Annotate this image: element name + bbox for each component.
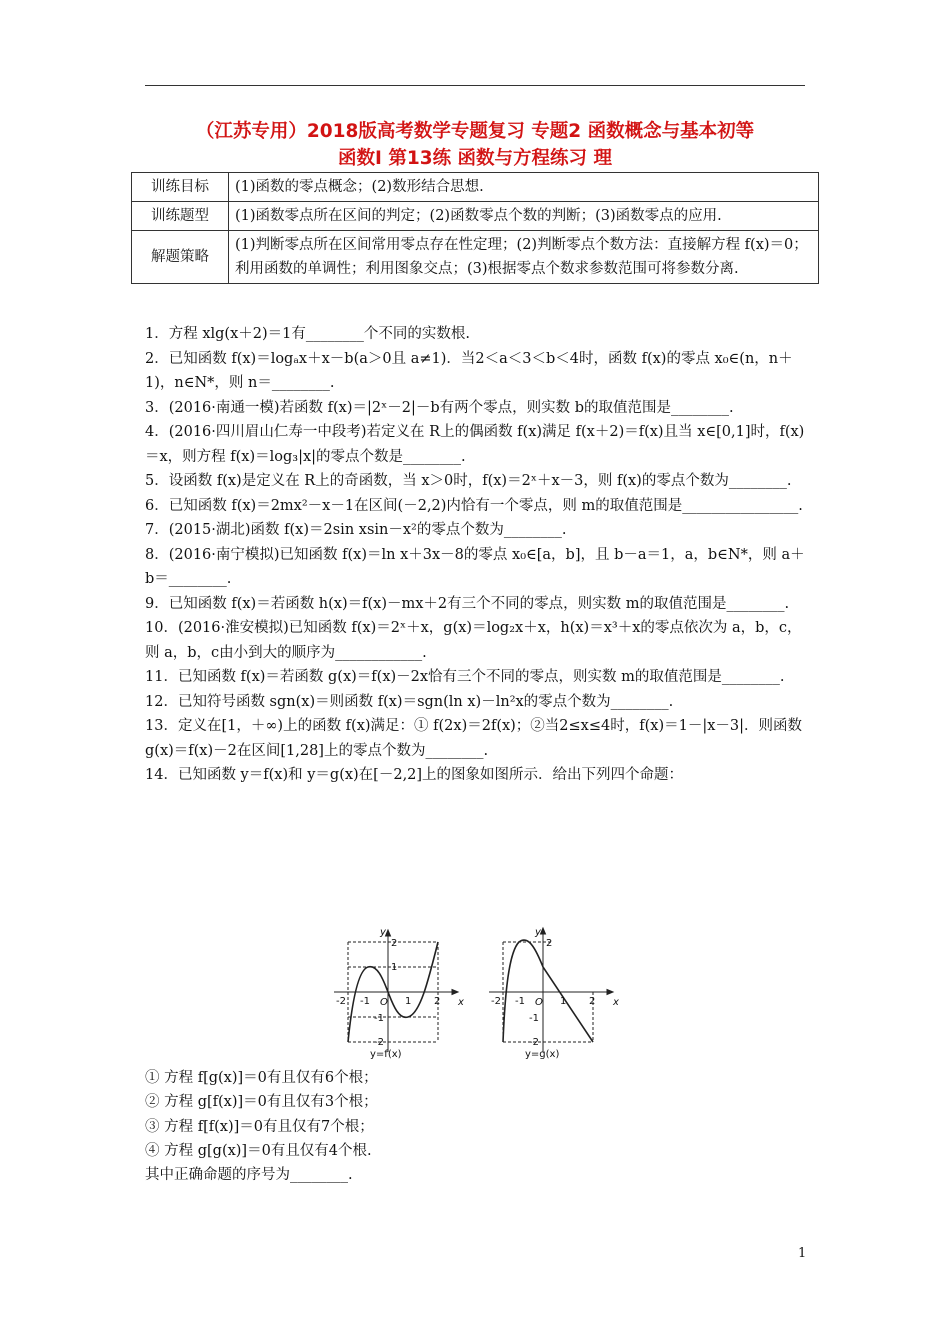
problem-list	[145, 322, 807, 788]
header-rule	[145, 85, 805, 86]
statement-2: ② 方程 g[f(x)]＝0有且仅有3个根；	[145, 1094, 378, 1111]
problem-13: 13．定义在[1，＋∞)上的函数 f(x)满足：① f(2x)＝2f(x)；②当2≤x≤4时，f(x)＝1－|x－3|．则函数 g(x)＝f(x)－2在区间[1,28]上的零点个数为________.	[145, 718, 802, 759]
statement-4: ④ 方程 g[g(x)]＝0有且仅有4个根.	[145, 1142, 372, 1159]
title-line-1: （江苏专用）2018版高考数学专题复习 专题2 函数概念与基本初等	[195, 121, 755, 142]
statement-list	[145, 1066, 807, 1187]
tick-label: 2	[434, 996, 441, 1007]
problem-5: 5．设函数 f(x)是定义在 R上的奇函数，当 x＞0时，f(x)＝2ˣ＋x－3，则 f(x)的零点个数为________.	[145, 473, 792, 489]
problem-3: 3．(2016·南通一模)若函数 f(x)＝|2ˣ－2|－b有两个零点，则实数 b的取值范围是________.	[145, 399, 734, 416]
tick-label: -1	[374, 1013, 384, 1024]
problem-2: 2．已知函数 f(x)＝logₐx＋x－b(a＞0且 a≠1)．当2＜a＜3＜b＜4时，函数 f(x)的零点 x₀∈(n，n＋1)，n∈N*，则 n＝________.	[145, 350, 793, 391]
tick-label: 1	[405, 996, 412, 1007]
x-axis-arrow-icon	[452, 990, 458, 995]
row-value: (1)函数零点所在区间的判定；(2)函数零点个数的判断；(3)函数零点的应用.	[229, 202, 819, 231]
problem-4: 4．(2016·四川眉山仁寿一中段考)若定义在 R上的偶函数 f(x)满足 f(x＋2)＝f(x)且当 x∈[0,1]时，f(x)＝x，则方程 f(x)＝log₃|x|的零点个数是________.	[145, 424, 805, 465]
tick-label: -2	[374, 1037, 384, 1048]
title-line-2: 函数Ⅰ 第13练 函数与方程练习 理	[338, 148, 612, 169]
answer-prompt: 其中正确命题的序号为________.	[145, 1167, 353, 1184]
tick-label: -1	[515, 996, 525, 1007]
table-row	[132, 202, 819, 231]
tick-label: 1	[560, 996, 567, 1007]
training-info-table	[131, 172, 819, 284]
document-title	[145, 118, 805, 172]
graph-f	[330, 922, 470, 1062]
statement-1: ① 方程 f[g(x)]＝0有且仅有6个根；	[145, 1070, 378, 1086]
y-label: y	[535, 927, 541, 938]
table-row	[132, 173, 819, 202]
problem-11: 11．已知函数 f(x)＝若函数 g(x)＝f(x)－2x恰有三个不同的零点，则实数 m的取值范围是________.	[145, 669, 785, 685]
x-label: x	[613, 997, 619, 1008]
y-axis-arrow-icon	[386, 930, 391, 936]
tick-label: 2	[546, 938, 553, 949]
tick-label: 2	[391, 938, 398, 949]
tick-label: -2	[491, 996, 501, 1007]
row-key: 训练目标	[132, 173, 229, 202]
row-key: 解题策略	[132, 231, 229, 284]
x-label: x	[458, 997, 464, 1008]
tick-label: 2	[589, 996, 596, 1007]
problem-6: 6．已知函数 f(x)＝2mx²－x－1在区间(－2,2)内恰有一个零点，则 m的取值范围是________________.	[145, 497, 803, 514]
x-axis-arrow-icon	[607, 990, 613, 995]
problem-7: 7．(2015·湖北)函数 f(x)＝2sin xsin－x²的零点个数为________.	[145, 522, 567, 538]
row-value: (1)判断零点所在区间常用零点存在性定理；(2)判断零点个数方法：直接解方程 f(x)＝0；利用函数的单调性；利用图象交点；(3)根据零点个数求参数范围可将参数分离.	[229, 231, 819, 284]
problem-12: 12．已知符号函数 sgn(x)＝则函数 f(x)＝sgn(ln x)－ln²x的零点个数为________.	[145, 693, 674, 710]
g-curve	[503, 940, 596, 1042]
page-number: 1	[798, 1246, 807, 1261]
problem-8: 8．(2016·南宁模拟)已知函数 f(x)＝ln x＋3x－8的零点 x₀∈[a，b]，且 b－a＝1，a，b∈N*，则 a＋b＝________.	[145, 546, 805, 587]
y-label: y	[380, 927, 386, 938]
problem-10: 10．(2016·淮安模拟)已知函数 f(x)＝2ˣ＋x，g(x)＝log₂x＋x，h(x)＝x³＋x的零点依次为 a，b，c，则 a，b，c由小到大的顺序为____________.	[145, 620, 802, 661]
g-caption: y=g(x)	[525, 1049, 560, 1060]
problem-1: 1．方程 xlg(x＋2)＝1有________个不同的实数根.	[145, 326, 470, 342]
f-caption: y=f(x)	[370, 1049, 402, 1060]
y-axis-arrow-icon	[541, 928, 546, 934]
row-key: 训练题型	[132, 202, 229, 231]
table-row	[132, 231, 819, 284]
origin-label: O	[535, 997, 543, 1008]
tick-label: -1	[360, 996, 370, 1007]
problem-9: 9．已知函数 f(x)＝若函数 h(x)＝f(x)－mx＋2有三个不同的零点，则实数 m的取值范围是________.	[145, 595, 790, 612]
row-value: (1)函数的零点概念；(2)数形结合思想.	[229, 173, 819, 202]
graph-g	[485, 922, 625, 1062]
tick-label: -1	[529, 1013, 539, 1024]
tick-label: -2	[529, 1037, 539, 1048]
origin-label: O	[380, 997, 388, 1008]
function-graphs	[330, 922, 620, 1062]
statement-3: ③ 方程 f[f(x)]＝0有且仅有7个根；	[145, 1118, 374, 1135]
problem-14: 14．已知函数 y＝f(x)和 y＝g(x)在[－2,2]上的图象如图所示．给出下列四个命题：	[145, 767, 684, 783]
tick-label: 1	[391, 962, 398, 973]
tick-label: -2	[336, 996, 346, 1007]
